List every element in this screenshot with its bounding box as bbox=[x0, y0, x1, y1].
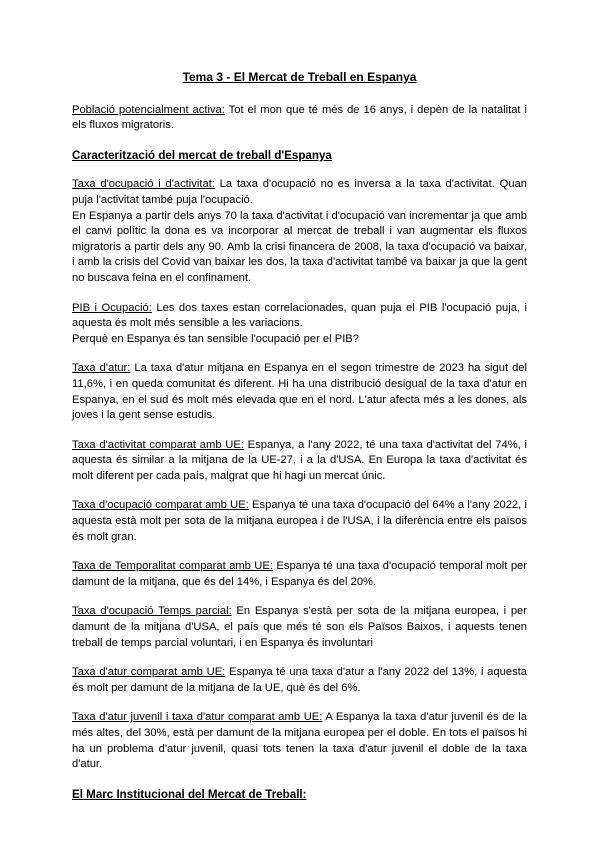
pib-text: Les dos taxes estan correlacionades, quan puja el PIB l'ocupació puja, i aquesta és molt més sensible a les variacions. bbox=[72, 301, 528, 330]
temporalitat-ue-text: Espanya té una taxa d'ocupació temporal molt per damunt de la mitjana, que és del 14%, i Espanya és del 20%. bbox=[72, 560, 527, 588]
paragraph-temporalitat-ue bbox=[72, 559, 527, 590]
atur-juvenil-label: Taxa d'atur juvenil i taxa d'atur comparat amb UE: bbox=[72, 711, 323, 724]
temporalitat-ue-label: Taxa de Temporalitat comparat amb UE: bbox=[72, 560, 273, 573]
paragraph-pib-question: Perquè en Espanya és tan sensible l'ocupació per el PIB? bbox=[72, 332, 359, 345]
paragraph-atur-ue bbox=[72, 665, 527, 696]
atur-juvenil-text: A Espanya la taxa d'atur juvenil és de la més altes, del 30%, està per damunt de la mitjana europea per el doble. En tots el països hi ha un problema d'atur juvenil, quasi tots tenen la taxa d'atur juvenil el doble de la taxa d'atur. bbox=[72, 711, 527, 771]
paragraph-ocupacio-activitat bbox=[72, 177, 527, 208]
paragraph-atur-juvenil bbox=[72, 710, 527, 772]
paragraph-ocupacio-ue bbox=[72, 498, 527, 545]
paragraph-pib bbox=[72, 301, 527, 332]
activitat-ue-label: Taxa d'activitat comparat amb UE: bbox=[72, 438, 244, 451]
temps-parcial-label: Taxa d'ocupació Temps parcial: bbox=[72, 605, 232, 618]
ocupacio-activitat-label: Taxa d'ocupació i d'activitat: bbox=[72, 178, 215, 191]
atur-text: La taxa d'atur mitjana en Espanya en el segon trimestre de 2023 ha sigut del 11,6%, i en queda comunitat és diferent. Hi ha una distribució desigual de la taxa d'atur en Espanya, en el sud és molt més elevada que en el nord. L'atur afecta més a les dones, als joves i la gent sense estudis. bbox=[72, 362, 528, 422]
atur-ue-text: Espanya té una taxa d'atur a l'any 2022 del 13%, i aquesta és molt per damunt de la mitjana de la UE, què és del 6%. bbox=[72, 666, 527, 694]
document-title: Tema 3 - El Mercat de Treball en Espanya bbox=[182, 70, 417, 84]
ocupacio-ue-text: Espanya té una taxa d'ocupació del 64% a l'any 2022, i aquesta està molt per sota de la mitjana europea i de l'USA, i la diferència entre els països és molt gran. bbox=[72, 499, 527, 543]
paragraph-activitat-ue bbox=[72, 438, 527, 485]
document-page bbox=[72, 70, 527, 816]
atur-label: Taxa d'atur: bbox=[72, 362, 131, 375]
paragraph-poblacio bbox=[72, 103, 527, 134]
ocupacio-ue-label: Taxa d'ocupació comparat amb UE: bbox=[72, 499, 249, 512]
section-title-marc-institucional: El Marc Institucional del Mercat de Treball: bbox=[72, 787, 307, 801]
activitat-ue-text: Espanya, a l'any 2022, té una taxa d'activitat del 74%, i aquesta és similar a la mitjana de la UE-27, i a la d'USA. En Europa la taxa d'activitat és molt diferent per cada país, malgrat que hi hagi un mercat únic. bbox=[72, 438, 527, 482]
paragraph-temps-parcial bbox=[72, 604, 527, 651]
section-title-caracteritzacio: Caracterització del mercat de treball d'Espanya bbox=[72, 148, 332, 162]
poblacio-text: Tot el mon que té més de 16 anys, i depèn de la natalitat i els fluxos migratoris. bbox=[72, 103, 527, 132]
pib-label: PIB i Ocupació: bbox=[72, 301, 152, 314]
atur-ue-label: Taxa d'atur comparat amb UE: bbox=[72, 666, 226, 679]
poblacio-label: Població potencialment activa: bbox=[72, 103, 225, 116]
temps-parcial-text: En Espanya s'està per sota de la mitjana europea, i per damunt de la mitjana d'USA, el país que més té son els Països Baixos, i aquests tenen treball de temps parcial voluntari, i en Espanya és involuntari bbox=[72, 605, 527, 649]
ocupacio-activitat-text: La taxa d'ocupació no es inversa a la taxa d'activitat. Quan puja l'activitat també puja l'ocupació. bbox=[72, 178, 527, 206]
paragraph-atur bbox=[72, 361, 527, 423]
paragraph-ocupacio-activitat-2: En Espanya a partir dels anys 70 la taxa d'activitat i d'ocupació van incrementar ja que amb el canvi polític la dona es va incorporar al mercat de treball i van augmentar els fluxos migratoris a partir dels any 90. Amb la crisi financera de 2008, la taxa d'ocupació va baixar, i amb la crisis del Covid van baixar les dos, la taxa d'activitat també va baixar ja que la gent no buscava feina en el confinament. bbox=[72, 209, 527, 284]
